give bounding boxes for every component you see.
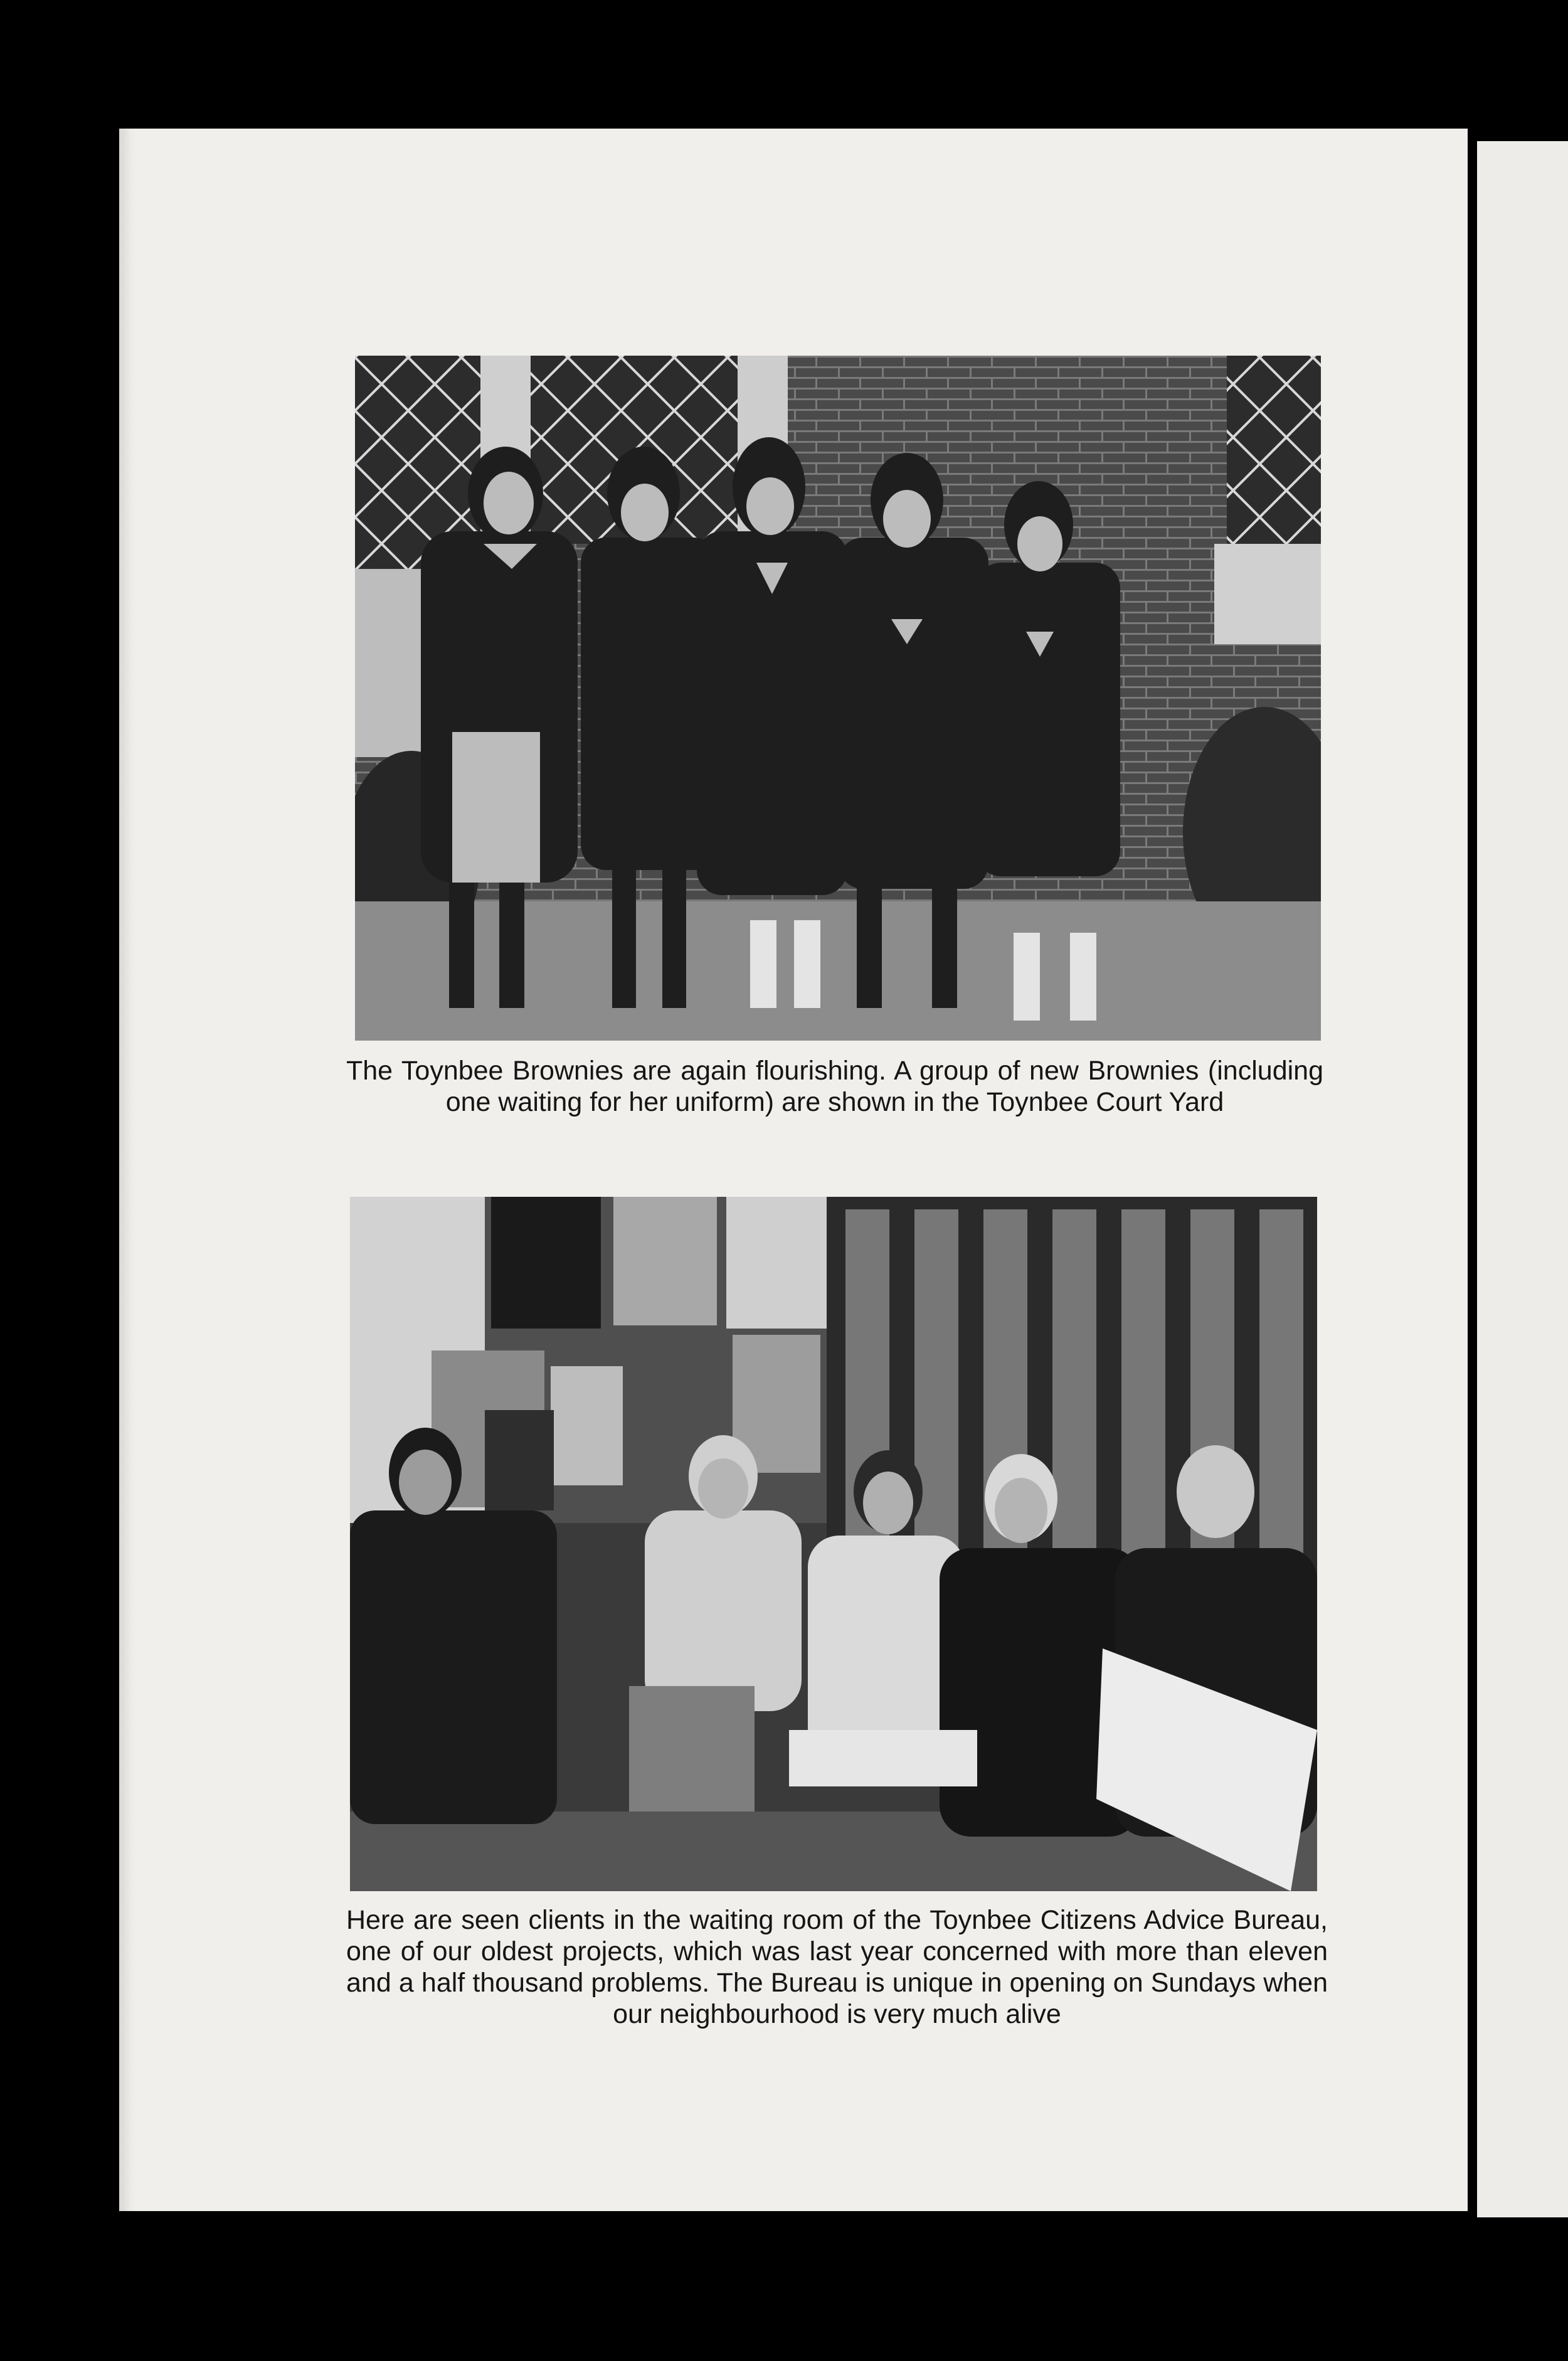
brownies-photo xyxy=(355,356,1321,1041)
advice-bureau-caption: Here are seen clients in the waiting room of the Toynbee Citizens Advice Bureau, one of our oldest projects, which was last year concerned with more than eleven and a half thousand problems. The Bureau is unique in opening on Sundays when our neighbourhood is very much alive xyxy=(346,1905,1328,2029)
page-edge-shadow xyxy=(119,129,137,2211)
brownies-caption: The Toynbee Brownies are again flourishing. A group of new Brownies (including one waiting for her uniform) are shown in the Toynbee Court Yard xyxy=(346,1056,1323,1117)
adjacent-page-edge xyxy=(1477,141,1568,2217)
advice-bureau-photo xyxy=(350,1197,1317,1891)
